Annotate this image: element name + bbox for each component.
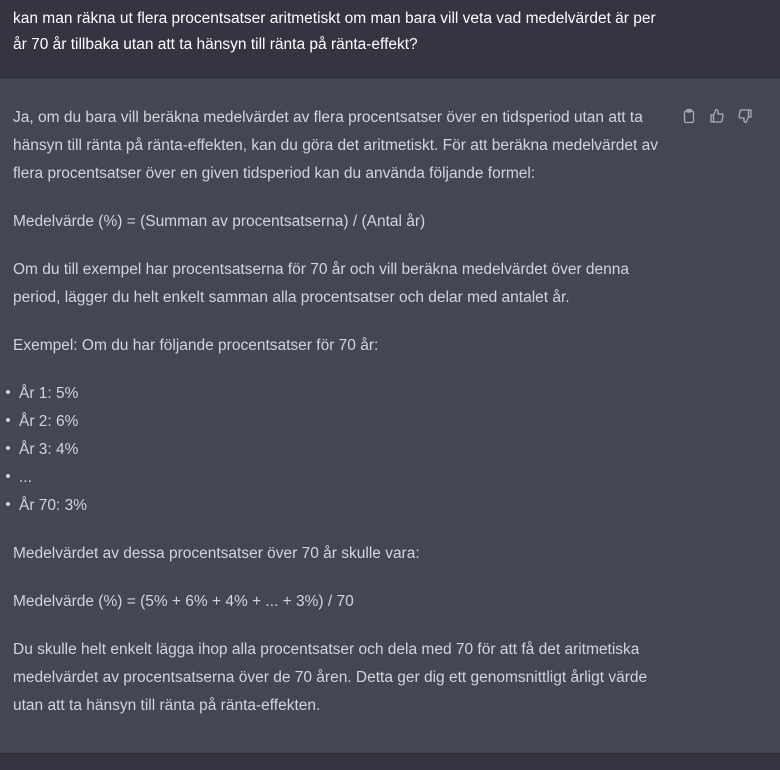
list-item: År 70: 3% bbox=[13, 492, 673, 520]
list-item: År 2: 6% bbox=[13, 408, 673, 436]
clipboard-icon[interactable] bbox=[678, 106, 700, 126]
list-item: ... bbox=[13, 464, 673, 492]
list-item: År 3: 4% bbox=[13, 436, 673, 464]
paragraph: Exempel: Om du har följande procentsatser för 70 år: bbox=[13, 337, 379, 354]
thumbs-down-icon[interactable] bbox=[734, 106, 756, 126]
bullet-list bbox=[13, 380, 673, 520]
list-item: År 1: 5% bbox=[13, 380, 673, 408]
bottom-strip bbox=[0, 754, 780, 770]
paragraph: Medelvärdet av dessa procentsatser över 70 år skulle vara: bbox=[13, 545, 420, 562]
user-message bbox=[0, 0, 780, 78]
thumbs-up-icon[interactable] bbox=[706, 106, 728, 126]
paragraph: Ja, om du bara vill beräkna medelvärdet av flera procentsatser över en tidsperiod utan att ta hänsyn till ränta på ränta-effekten, kan du göra det aritmetiskt. För att beräkna medelvärdet av flera procentsatser över en given tidsperiod kan du använda följande formel: bbox=[13, 109, 659, 182]
user-message-text: kan man räkna ut flera procentsatser aritmetiskt om man bara vill veta vad medelvärdet är per år 70 år tillbaka utan att ta hänsyn till ränta på ränta-effekt? bbox=[13, 10, 656, 53]
message-actions bbox=[678, 106, 756, 126]
assistant-message bbox=[0, 78, 780, 754]
formula: Medelvärde (%) = (Summan av procentsatserna) / (Antal år) bbox=[13, 213, 426, 230]
paragraph: Du skulle helt enkelt lägga ihop alla procentsatser och dela med 70 för att få det aritmetiska medelvärdet av procentsatserna över de 70 åren. Detta ger dig ett genomsnittligt årligt värde utan att ta hänsyn till ränta på ränta-effekten. bbox=[13, 641, 648, 714]
paragraph: Om du till exempel har procentsatserna för 70 år och vill beräkna medelvärdet över denna period, lägger du helt enkelt samman alla procentsatser och delar med antalet år. bbox=[13, 261, 630, 306]
formula: Medelvärde (%) = (5% + 6% + 4% + ... + 3%) / 70 bbox=[13, 593, 354, 610]
assistant-message-content bbox=[13, 104, 673, 740]
